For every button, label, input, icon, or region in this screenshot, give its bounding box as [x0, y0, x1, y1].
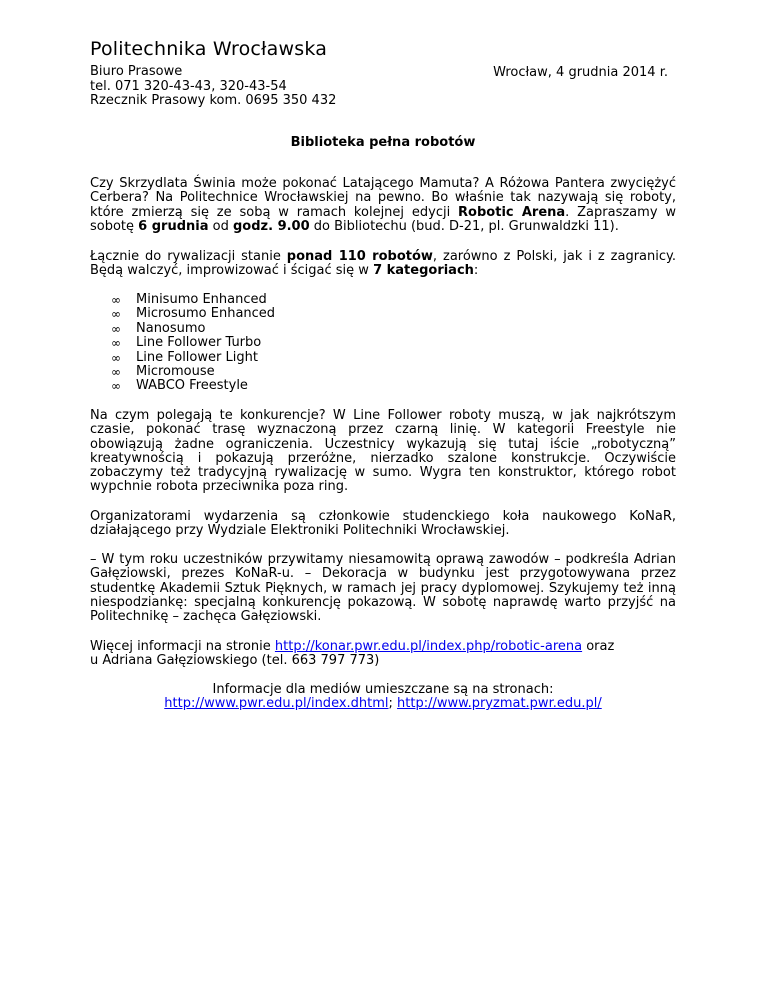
- category-label: Nanosumo: [136, 320, 206, 336]
- organization-name: Politechnika Wrocławska: [90, 38, 328, 60]
- category-label: WABCO Freestyle: [136, 378, 248, 394]
- robotic-arena-link[interactable]: http://konar.pwr.edu.pl/index.php/robotic-arena: [274, 639, 583, 654]
- category-label: Line Follower Turbo: [136, 335, 262, 351]
- category-label: Microsumo Enhanced: [136, 306, 276, 322]
- text-run: Więcej informacji na stronie: [90, 639, 275, 654]
- text-run: do Bibliotechu (bud. D-21, pl. Grunwaldzki 11).: [309, 218, 619, 234]
- text-run: Łącznie do rywalizacji stanie: [90, 249, 287, 264]
- media-info-footer: [90, 683, 676, 712]
- text-run: od: [208, 218, 233, 234]
- infinity-bullet-icon: ∞: [111, 379, 121, 394]
- contact-block: [90, 65, 336, 109]
- contact-spokesperson: Rzecznik Prasowy kom. 0695 350 432: [90, 93, 337, 108]
- list-item: [90, 293, 275, 307]
- list-item: [90, 322, 275, 336]
- infinity-bullet-icon: ∞: [111, 350, 121, 365]
- infinity-bullet-icon: ∞: [111, 307, 121, 322]
- text-run: . Zapraszamy w sobotę: [90, 204, 676, 234]
- contact-person-line: u Adriana Gałęziowskiego (tel. 663 797 773): [90, 653, 380, 669]
- contact-office: Biuro Prasowe: [90, 64, 183, 79]
- event-date: 6 grudnia: [138, 218, 209, 234]
- infinity-bullet-icon: ∞: [111, 293, 121, 307]
- media-links-line: [90, 697, 676, 711]
- paragraph-more-info: [90, 640, 676, 669]
- category-count: 7 kategoriach: [373, 263, 474, 279]
- text-run: oraz: [582, 639, 615, 654]
- more-info-line: [90, 640, 676, 654]
- text-run: , zarówno z Polski, jak i z zagranicy. Będą walczyć, improwizować i ścigać się w: [90, 249, 676, 279]
- robot-count: ponad 110 robotów: [286, 249, 433, 264]
- paragraph-quote: – W tym roku uczestników przywitamy niesamowitą oprawą zawodów – podkreśla Adrian Gałęziowski, prezes KoNaR-u. – Dekoracja w budynku jest przygotowywana przez studentkę Akademii Sztuk Pięknych, w ramach jej pracy dyplomowej. Szykujemy też inną niespodziankę: specjalną konkurencję pokazową. W sobotę naprawdę warto przyjść na Politechnikę – zachęca Gałęziowski.: [90, 552, 676, 625]
- paragraph-intro: [90, 177, 676, 234]
- pwr-website-link[interactable]: http://www.pwr.edu.pl/index.dhtml: [164, 696, 389, 712]
- document-title: Biblioteka pełna robotów: [290, 135, 476, 150]
- event-time: godz. 9.00: [233, 218, 310, 234]
- list-item: [90, 365, 275, 379]
- list-item: [90, 307, 275, 321]
- infinity-bullet-icon: ∞: [111, 336, 121, 351]
- contact-phone: tel. 071 320-43-43, 320-43-54: [90, 78, 287, 94]
- media-info-text: Informacje dla mediów umieszczane są na stronach:: [212, 682, 554, 697]
- event-name: Robotic Arena: [458, 204, 566, 220]
- link-separator: ;: [388, 696, 398, 712]
- text-run: :: [473, 263, 479, 279]
- list-item: [90, 336, 275, 350]
- category-label: Minisumo Enhanced: [136, 292, 267, 307]
- pryzmat-website-link[interactable]: http://www.pryzmat.pwr.edu.pl/: [397, 696, 602, 712]
- category-label: Line Follower Light: [136, 349, 258, 365]
- text-run: Czy Skrzydlata Świnia może pokonać Latającego Mamuta? A Różowa Pantera zwyciężyć Cerbera? Na Politechnice Wrocławskiej na pewno. Bo właśnie tak nazywają się roboty, które zmierzą się ze sobą w ramach kolejnej edycji: [90, 176, 676, 220]
- infinity-bullet-icon: ∞: [111, 321, 121, 336]
- infinity-bullet-icon: ∞: [111, 365, 121, 380]
- category-list: [90, 293, 275, 394]
- paragraph-organizers: Organizatorami wydarzenia są członkowie studenckiego koła naukowego KoNaR, działającego przy Wydziale Elektroniki Politechniki Wrocławskiej.: [90, 509, 676, 539]
- category-label: Micromouse: [136, 364, 215, 380]
- list-item: [90, 351, 275, 365]
- paragraph-competitions: Na czym polegają te konkurencje? W Line Follower roboty muszą, w jak najkrótszym czasie, pokonać trasę wyznaczoną przez czarną linię. W kategorii Freestyle nie obowiązują żadne ograniczenia. Uczestnicy wykazują się tutaj iście „robotyczną” kreatywnością i pokazują przeróżne, nierzadko szalone konstrukcje. Oczywiście zobaczymy też tradycyjną rywalizację w sumo. Wygra ten konstruktor, którego robot wypchnie robota przeciwnika poza ring.: [90, 408, 676, 495]
- list-item: [90, 379, 275, 393]
- date-line: Wrocław, 4 grudnia 2014 r.: [493, 65, 668, 80]
- paragraph-competitors: [90, 250, 676, 279]
